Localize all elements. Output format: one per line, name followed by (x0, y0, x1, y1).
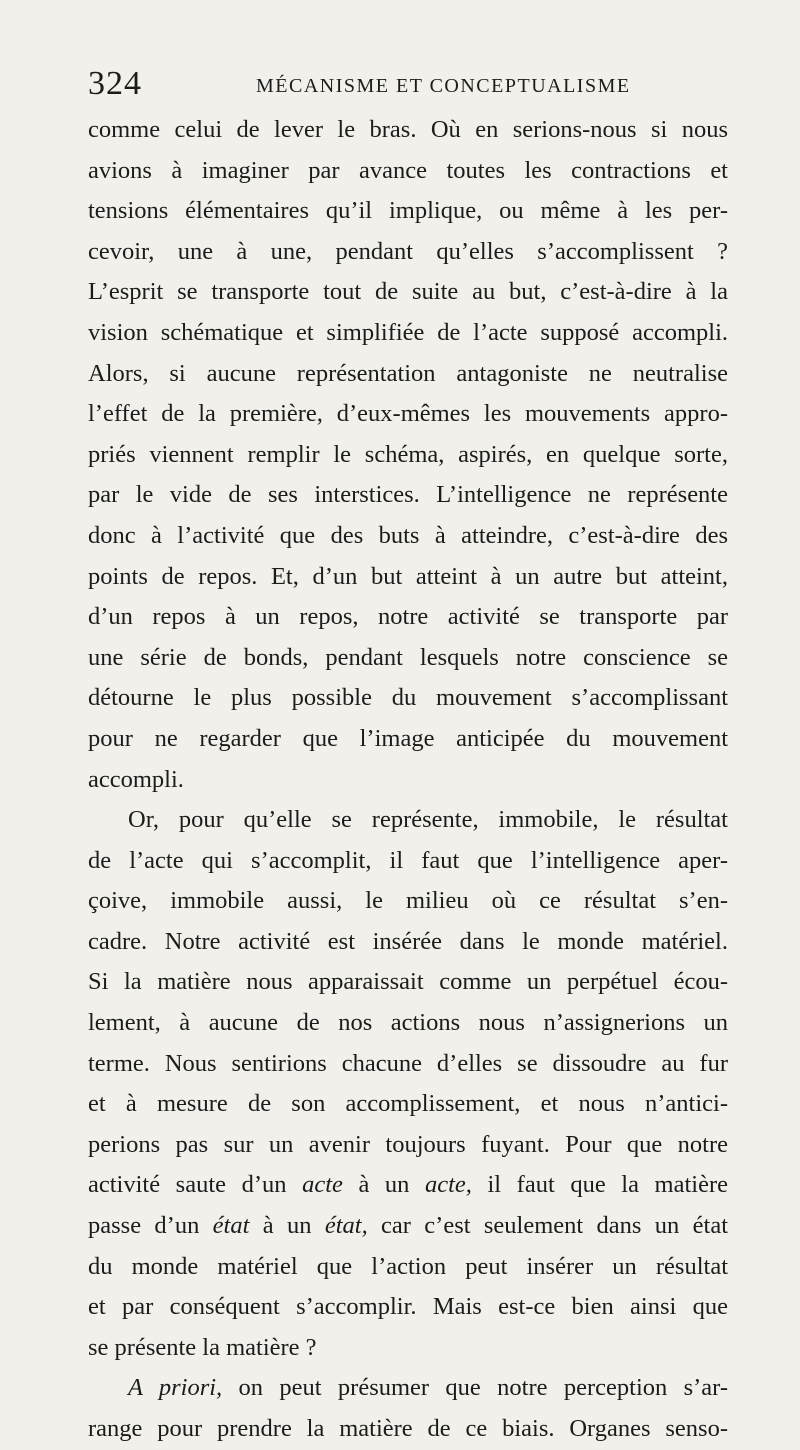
text-line: tensions élémentaires qu’il implique, ou même à les per- (88, 197, 728, 225)
italic-word: acte, (424, 1171, 472, 1199)
text-line: une série de bonds, pendant lesquels notre conscience se (88, 643, 728, 671)
running-title: MÉCANISME ET CONCEPTUALISME (256, 75, 631, 97)
text-line: accompli. (88, 765, 184, 793)
italic-word: état, (324, 1212, 368, 1240)
text-line: donc à l’activité que des buts à atteindre, c’est-à-dire des (88, 521, 728, 549)
text-line: d’un repos à un repos, notre activité se transporte par (88, 603, 728, 631)
text-line: lement, à aucune de nos actions nous n’assignerions un (88, 1009, 728, 1037)
text-line: cevoir, une à une, pendant qu’elles s’accomplissent ? (88, 237, 728, 265)
text-segment: car c’est seulement dans un état (367, 1212, 729, 1240)
text-segment: on peut présumer que notre perception s’ar- (222, 1374, 728, 1402)
text-segment: passe d’un (88, 1212, 213, 1240)
text-line: pour ne regarder que l’image anticipée du mouvement (88, 724, 728, 752)
text-line: de l’acte qui s’accomplit, il faut que l’intelligence aper- (88, 846, 728, 874)
text-line: se présente la matière ? (88, 1333, 317, 1361)
text-line: du monde matériel que l’action peut insérer un résultat (88, 1252, 728, 1280)
text-line: et par conséquent s’accomplir. Mais est-ce bien ainsi que (88, 1293, 728, 1321)
text-line: cadre. Notre activité est insérée dans le monde matériel. (88, 927, 728, 955)
text-line: détourne le plus possible du mouvement s’accomplissant (88, 684, 728, 712)
italic-phrase: A priori, (128, 1374, 223, 1402)
text-line: par le vide de ses interstices. L’intelligence ne représente (88, 481, 728, 509)
text-line: L’esprit se transporte tout de suite au but, c’est-à-dire à la (88, 278, 728, 306)
text-line: points de repos. Et, d’un but atteint à un autre but atteint, (88, 562, 728, 590)
text-segment: activité saute d’un (88, 1171, 303, 1199)
text-line: çoive, immobile aussi, le milieu où ce résultat s’en- (88, 887, 728, 915)
italic-word: état (212, 1212, 250, 1240)
body-text (88, 110, 728, 1450)
text-line: et à mesure de son accomplissement, et nous n’antici- (88, 1090, 728, 1118)
text-line-with-italics (88, 1165, 728, 1206)
text-line: vision schématique et simplifiée de l’acte supposé accompli. (88, 318, 728, 346)
text-segment: à un (342, 1171, 425, 1199)
page-header (88, 64, 728, 104)
text-line: comme celui de lever le bras. Où en serions-nous si nous (88, 116, 728, 143)
paragraph-first-line: Or, pour qu’elle se représente, immobile, le résultat (128, 806, 728, 834)
italic-word: acte (302, 1171, 343, 1199)
text-line: priés viennent remplir le schéma, aspirés, en quelque sorte, (88, 440, 728, 468)
text-line-with-italics (88, 1206, 728, 1247)
text-line: range pour prendre la matière de ce biais. Organes senso- (88, 1415, 728, 1442)
text-segment: à un (249, 1212, 325, 1240)
text-line: Si la matière nous apparaissait comme un perpétuel écou- (88, 968, 728, 996)
text-line: terme. Nous sentirions chacune d’elles se dissoudre au fur (88, 1049, 728, 1077)
page-number: 324 (88, 65, 142, 102)
paragraph-first-line (88, 1368, 728, 1409)
text-line: l’effet de la première, d’eux-mêmes les mouvements appro- (88, 400, 728, 428)
text-segment: il faut que la matière (471, 1171, 728, 1199)
text-line: perions pas sur un avenir toujours fuyant. Pour que notre (88, 1130, 728, 1158)
text-line: Alors, si aucune représentation antagoniste ne neutralise (88, 359, 728, 387)
text-line: avions à imaginer par avance toutes les contractions et (88, 156, 728, 184)
